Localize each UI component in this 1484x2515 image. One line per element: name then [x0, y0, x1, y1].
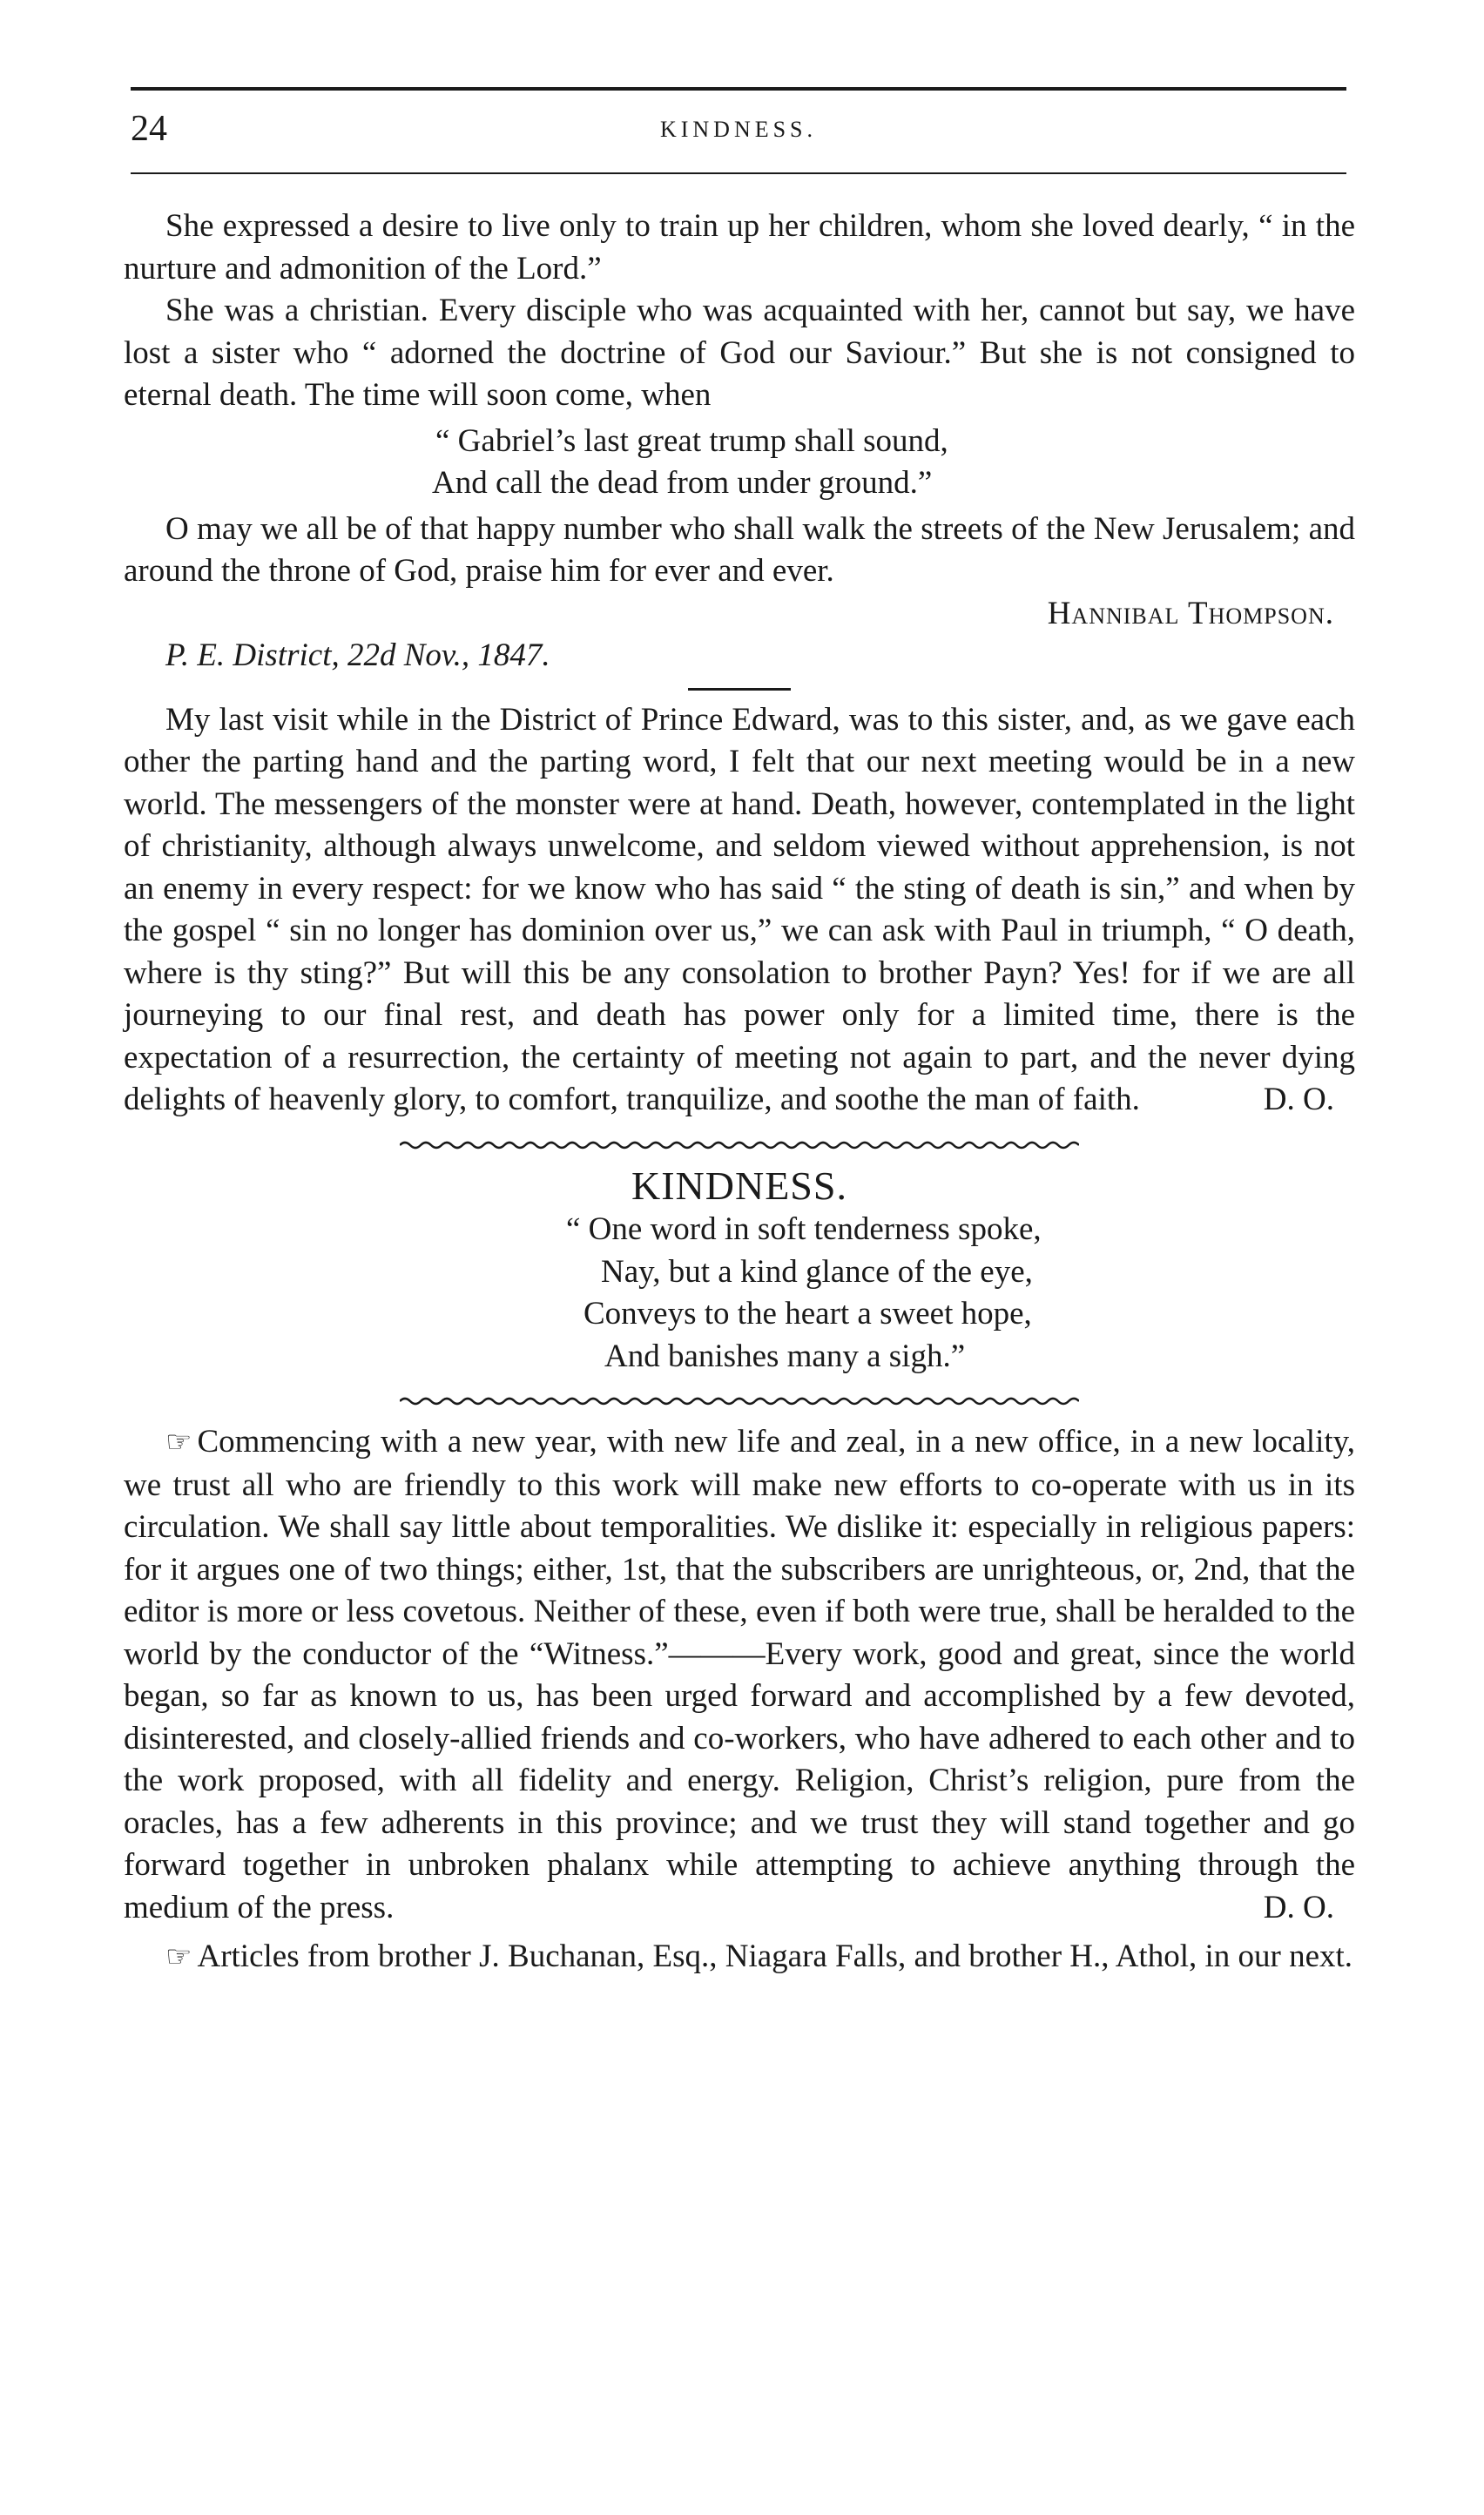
signature: [124, 593, 1355, 636]
note-paragraph: [124, 699, 1355, 1122]
notice-initials: D. O.: [1263, 1889, 1334, 1925]
running-head: [131, 108, 1346, 160]
kindness-title: KINDNESS.: [631, 1163, 847, 1208]
pointing-hand-icon: ☞: [165, 1941, 192, 1973]
note-initials: D. O.: [1263, 1082, 1334, 1117]
articles-note-text: Articles from brother J. Buchanan, Esq., Niagara Falls, and brother H., Athol, in our next.: [197, 1939, 1353, 1974]
section-divider: [688, 688, 791, 691]
obituary-paragraph-2: She was a christian. Every disciple who was acquainted with her, cannot but say, we have lost a sister who “ adorned the doctrine of God our Saviour.” But she is not consigned to eternal death. The time will soon come, when: [124, 293, 1355, 413]
dateline: P. E. District, 22d Nov., 1847.: [165, 637, 550, 673]
verse-line: “ Gabriel’s last great trump shall sound,: [435, 422, 948, 459]
pointing-hand-icon: ☞: [165, 1426, 192, 1459]
ornamental-wavy-rule: [400, 1393, 1079, 1409]
articles-note: [124, 1936, 1355, 1979]
page-number: 24: [131, 109, 167, 149]
signature-name: Hannibal Thompson.: [1047, 595, 1334, 631]
poem-line: And banishes many a sigh.”: [604, 1338, 966, 1374]
note-text: My last visit while in the District of Prince Edward, was to this sister, and, as we gave each other the parting hand and the parting word, I felt that our next meeting would be in a new world. The messengers of the monster were at hand. Death, however, contemplated in the light of christianity, although always unwelcome, and seldom viewed without apprehension, is not an enemy in every respect: for we know who has said “ the sting of death is sin,” and when by the gospel “ sin no longer has dominion over us,” we can ask with Paul in triumph, “ O death, where is thy sting?” But will this be any consolation to brother Payn? Yes! for if we are all journeying to our final rest, and death has power only for a limited time, there is the expectation of a resurrection, the certainty of meeting not again to part, and the never dying delights of heavenly glory, to comfort, tranquilize, and soothe the man of faith.: [124, 701, 1355, 1117]
kindness-poem: [124, 1209, 1355, 1378]
article-body: [124, 206, 1355, 1979]
running-title: KINDNESS.: [659, 117, 818, 142]
header-rule: [131, 172, 1346, 174]
notice-text: Commencing with a new year, with new life and zeal, in a new office, in a new locality, we trust all who are friendly to this work will make new efforts to co-operate with us in its circulation. We shall say little about temporalities. We dislike it: especially in religious papers: for it argues one of two things; either, 1st, that the subscribers are unrighteous, or, 2nd, that the editor is more or less covetous. Neither of these, even if both were true, shall be heralded to the world by the conductor of the “Witness.”———Every work, good and great, since the world began, so far as known to us, has been urged forward and accomplished by a few devoted, disinterested, and closely-allied friends and co-workers, who have adhered to each other and to the work proposed, with all fidelity and energy. Religion, Christ’s religion, pure from the oracles, has a few adherents in this province; and we trust they will stand together and go forward together in unbroken phalanx while attempting to achieve anything through the medium of the press.: [124, 1424, 1355, 1925]
top-rule: [131, 87, 1346, 91]
ornamental-wavy-rule: [400, 1137, 1079, 1153]
obituary-paragraph-1: She expressed a desire to live only to train up her children, whom she loved dearly, “ in the nurture and admonition of the Lord.”: [124, 208, 1355, 287]
poem-line: Conveys to the heart a sweet hope,: [583, 1296, 1032, 1332]
obituary-paragraph-3: O may we all be of that happy number who shall walk the streets of the New Jerusalem; and around the throne of God, praise him for ever and ever.: [124, 510, 1355, 589]
poem-line: Nay, but a kind glance of the eye,: [601, 1253, 1033, 1290]
poem-line: “ One word in soft tenderness spoke,: [566, 1211, 1042, 1247]
verse-line: And call the dead from under ground.”: [432, 465, 933, 501]
gabriel-verse: [124, 421, 1355, 505]
notice-paragraph: [124, 1421, 1355, 1929]
